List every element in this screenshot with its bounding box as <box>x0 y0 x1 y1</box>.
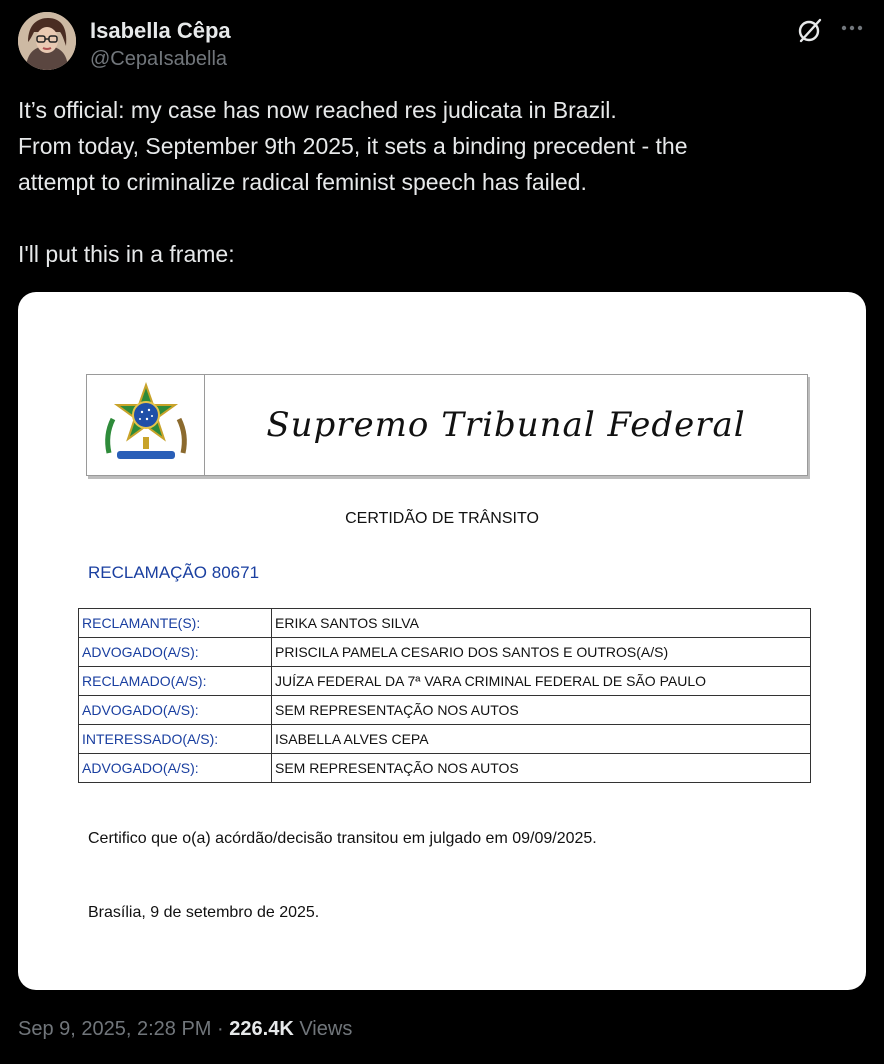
coat-of-arms-icon <box>87 375 205 475</box>
place-date: Brasília, 9 de setembro de 2025. <box>88 904 320 921</box>
tweet-line: From today, September 9th 2025, it sets a binding precedent - the <box>18 133 688 159</box>
party-name: ISABELLA ALVES CEPA <box>272 725 811 754</box>
party-role: ADVOGADO(A/S): <box>79 754 272 783</box>
tweet-footer <box>18 1018 352 1041</box>
party-role: RECLAMANTE(S): <box>79 609 272 638</box>
tweet-text <box>18 92 868 272</box>
tweet-line: It’s official: my case has now reached res judicata in Brazil. <box>18 97 617 123</box>
more-icon[interactable] <box>838 14 866 42</box>
views-count[interactable]: 226.4K <box>229 1018 294 1040</box>
seal-cell <box>87 375 205 475</box>
party-role: INTERESSADO(A/S): <box>79 725 272 754</box>
author-handle[interactable]: @CepaIsabella <box>90 48 228 70</box>
author-name[interactable]: Isabella Cêpa <box>90 18 231 43</box>
views-label: Views <box>299 1018 353 1040</box>
timestamp[interactable]: Sep 9, 2025, 2:28 PM <box>18 1018 212 1040</box>
avatar[interactable] <box>18 12 76 70</box>
party-name: JUÍZA FEDERAL DA 7ª VARA CRIMINAL FEDERAL DE SÃO PAULO <box>272 667 811 696</box>
case-number: RECLAMAÇÃO 80671 <box>88 563 260 582</box>
party-name: SEM REPRESENTAÇÃO NOS AUTOS <box>272 754 811 783</box>
party-name: ERIKA SANTOS SILVA <box>272 609 811 638</box>
party-role: RECLAMADO(A/S): <box>79 667 272 696</box>
party-name: PRISCILA PAMELA CESARIO DOS SANTOS E OUTROS(A/S) <box>272 638 811 667</box>
tweet-line: I'll put this in a frame: <box>18 241 235 267</box>
parties-table <box>78 608 811 783</box>
table-row <box>79 609 811 638</box>
tweet-header <box>18 12 868 74</box>
grok-icon[interactable] <box>796 16 824 44</box>
document-title: CERTIDÃO DE TRÂNSITO <box>345 510 539 527</box>
party-role: ADVOGADO(A/S): <box>79 696 272 725</box>
table-row <box>79 725 811 754</box>
table-row <box>79 754 811 783</box>
certification-text: Certifico que o(a) acórdão/decisão transitou em julgado em 09/09/2025. <box>88 830 597 847</box>
table-row <box>79 638 811 667</box>
tweet-line: attempt to criminalize radical feminist speech has failed. <box>18 169 587 195</box>
party-name: SEM REPRESENTAÇÃO NOS AUTOS <box>272 696 811 725</box>
party-role: ADVOGADO(A/S): <box>79 638 272 667</box>
attached-image[interactable] <box>18 292 866 990</box>
court-name: Supremo Tribunal Federal <box>266 405 746 445</box>
separator: · <box>217 1018 224 1040</box>
table-row <box>79 667 811 696</box>
document-header <box>86 374 808 476</box>
table-row <box>79 696 811 725</box>
